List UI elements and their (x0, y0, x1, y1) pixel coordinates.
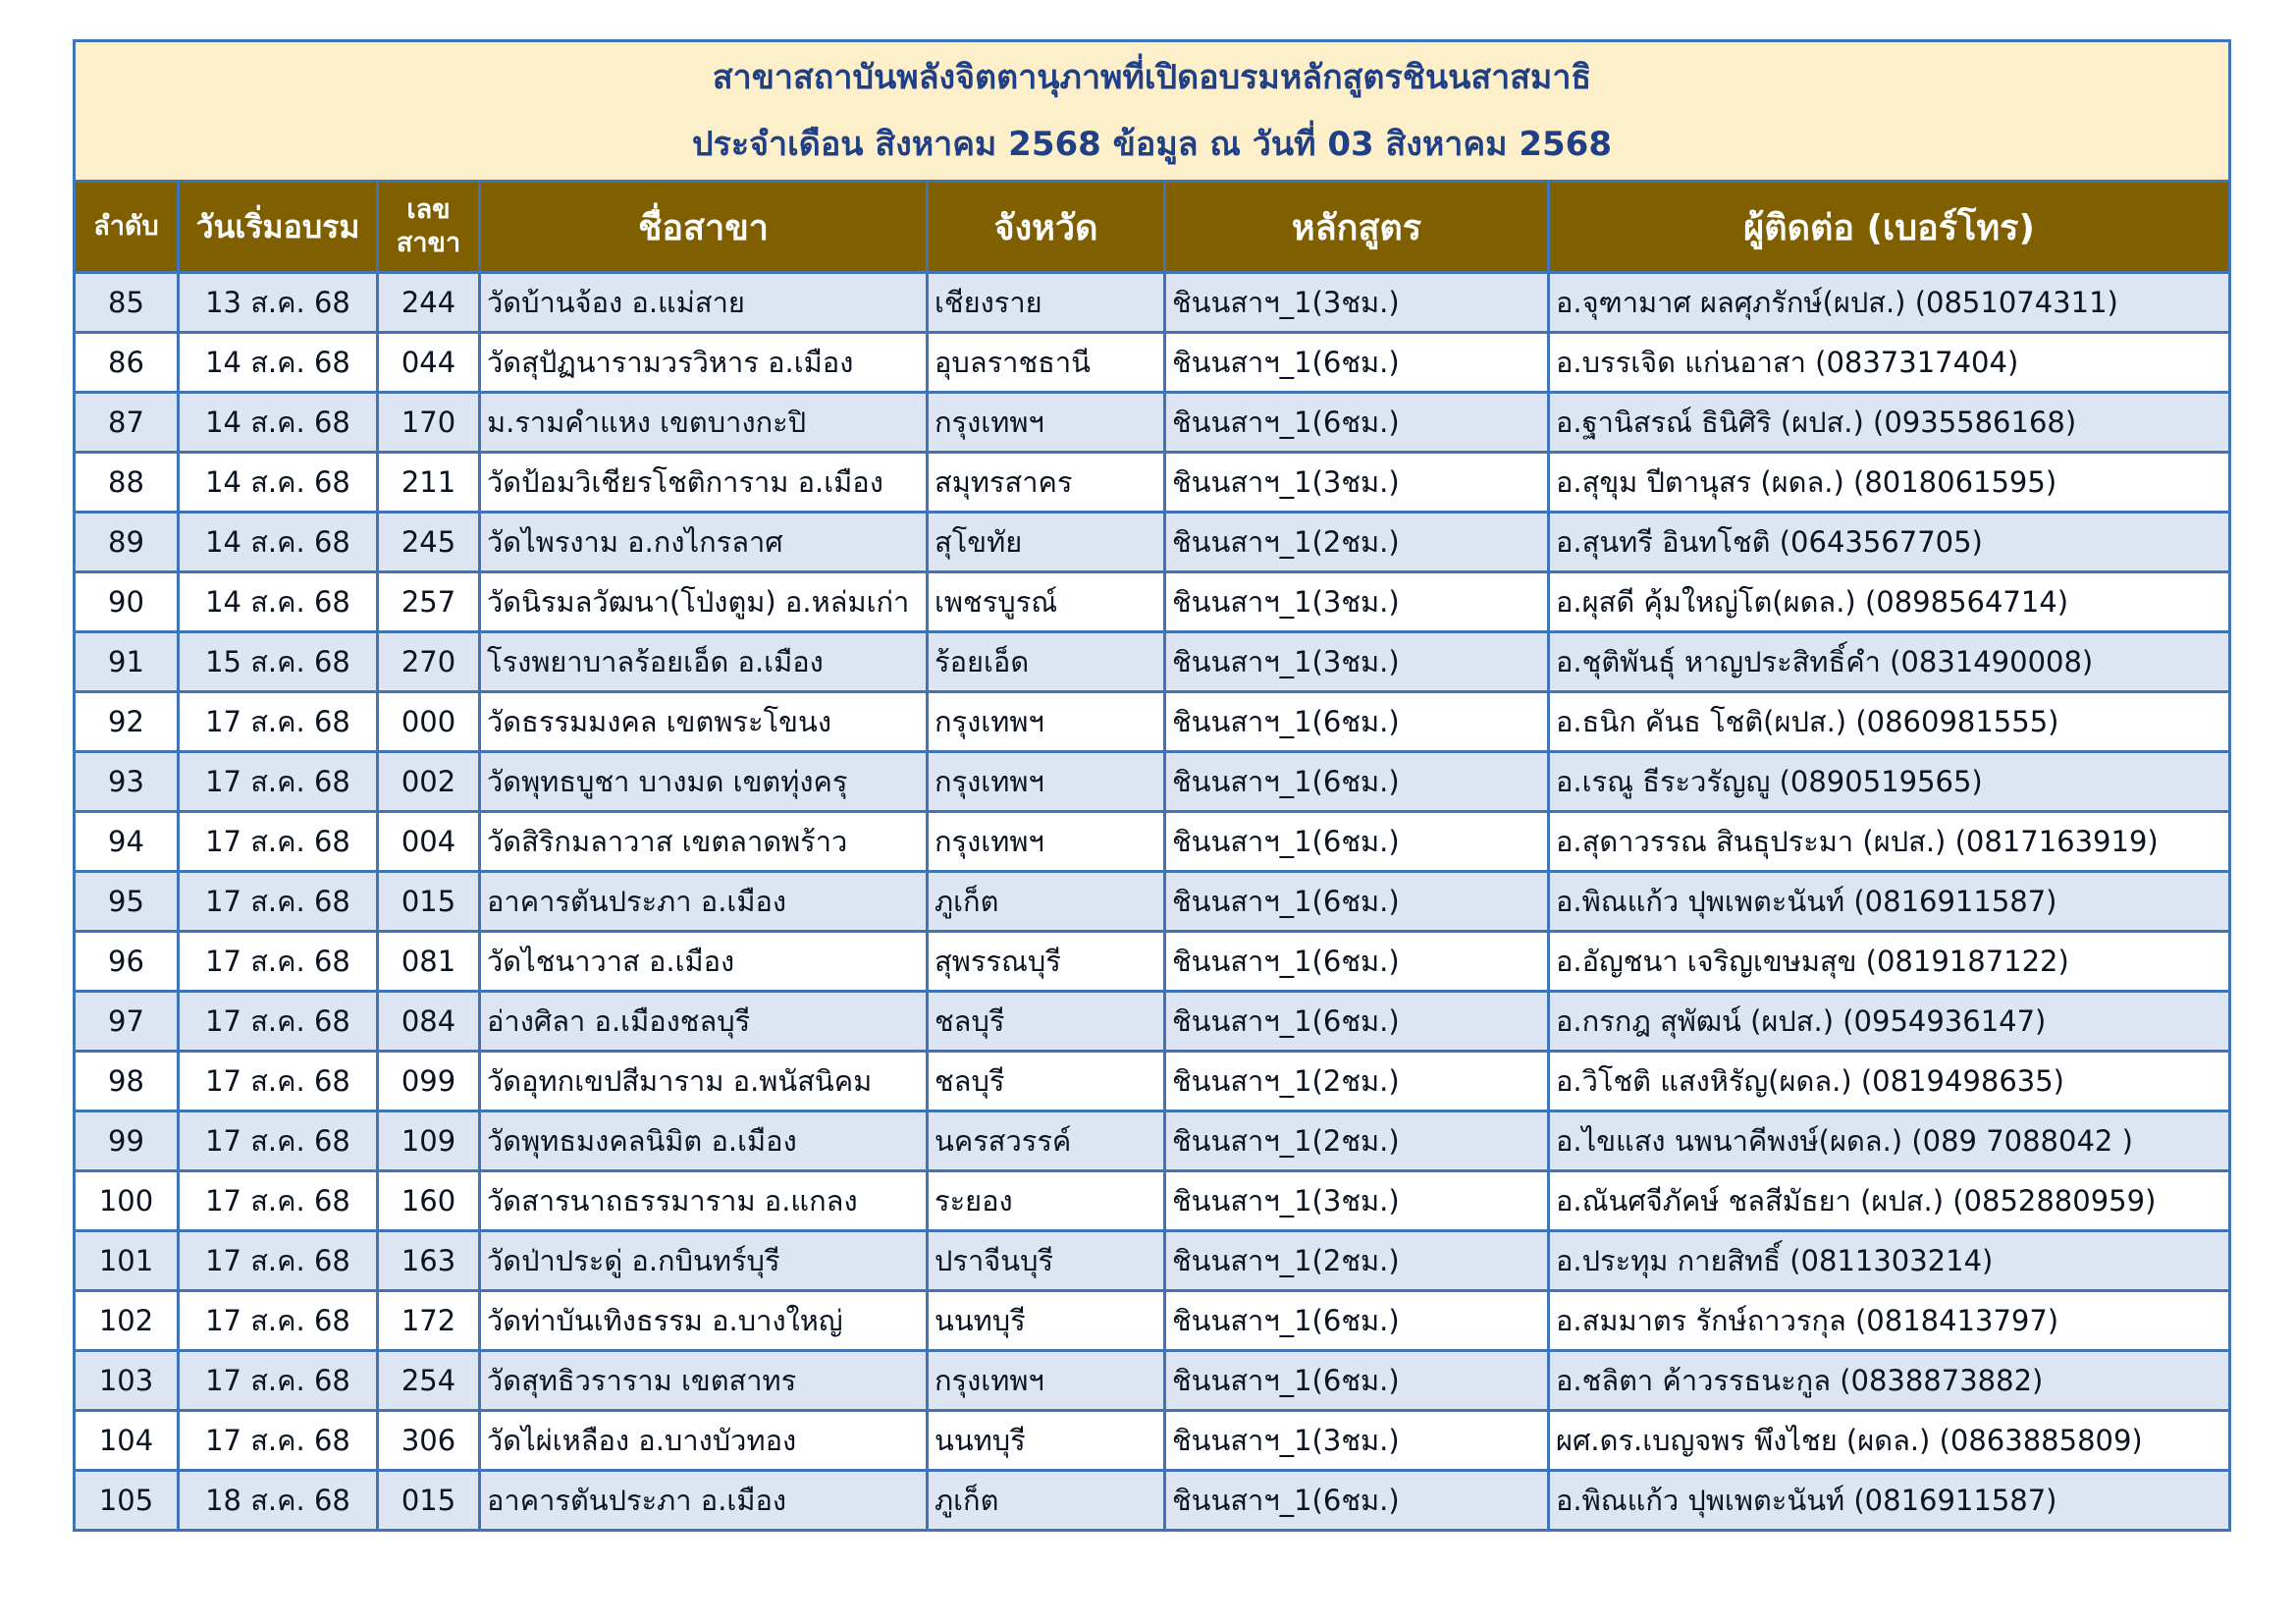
cell-date: 14 ส.ค. 68 (179, 572, 378, 632)
cell-branch-no: 081 (378, 932, 480, 992)
cell-date: 17 ส.ค. 68 (179, 752, 378, 812)
cell-branch-no: 000 (378, 692, 480, 752)
cell-branch-no: 015 (378, 872, 480, 932)
cell-branch-name: วัดไชนาวาส อ.เมือง (480, 932, 928, 992)
cell-date: 17 ส.ค. 68 (179, 1111, 378, 1171)
table-row (75, 393, 2230, 453)
cell-province: กรุงเทพฯ (928, 1351, 1165, 1411)
cell-province: สุพรรณบุรี (928, 932, 1165, 992)
cell-province: นครสวรรค์ (928, 1111, 1165, 1171)
cell-course: ชินนสาฯ_1(6ชม.) (1165, 872, 1549, 932)
cell-no: 92 (75, 692, 179, 752)
cell-no: 101 (75, 1231, 179, 1291)
cell-province: นนทบุรี (928, 1291, 1165, 1351)
cell-branch-name: วัดนิรมลวัฒนา(โป่งตูม) อ.หล่มเก่า (480, 572, 928, 632)
cell-contact: อ.ประทุม กายสิทธิ์ (0811303214) (1549, 1231, 2230, 1291)
cell-course: ชินนสาฯ_1(2ชม.) (1165, 1111, 1549, 1171)
cell-contact: อ.ไขแสง นพนาคีพงษ์(ผดล.) (089 7088042 ) (1549, 1111, 2230, 1171)
cell-course: ชินนสาฯ_1(6ชม.) (1165, 752, 1549, 812)
cell-branch-name: วัดธรรมมงคล เขตพระโขนง (480, 692, 928, 752)
cell-province: ภูเก็ต (928, 872, 1165, 932)
cell-contact: อ.เรณู ธีระวรัญญู (0890519565) (1549, 752, 2230, 812)
cell-contact: อ.ชุติพันธุ์ หาญประสิทธิ์คำ (0831490008) (1549, 632, 2230, 692)
cell-province: ชลบุรี (928, 992, 1165, 1052)
cell-date: 14 ส.ค. 68 (179, 333, 378, 393)
cell-no: 93 (75, 752, 179, 812)
cell-contact: อ.วิโชติ แสงหิรัญ(ผดล.) (0819498635) (1549, 1052, 2230, 1111)
cell-province: นนทบุรี (928, 1411, 1165, 1471)
cell-date: 18 ส.ค. 68 (179, 1471, 378, 1531)
cell-no: 99 (75, 1111, 179, 1171)
cell-course: ชินนสาฯ_1(6ชม.) (1165, 333, 1549, 393)
table-row (75, 273, 2230, 333)
cell-course: ชินนสาฯ_1(2ชม.) (1165, 1231, 1549, 1291)
table-row (75, 812, 2230, 872)
cell-date: 14 ส.ค. 68 (179, 513, 378, 572)
cell-date: 17 ส.ค. 68 (179, 1411, 378, 1471)
cell-contact: อ.จุฑามาศ ผลศุภรักษ์(ผปส.) (0851074311) (1549, 273, 2230, 333)
cell-branch-no: 245 (378, 513, 480, 572)
cell-date: 17 ส.ค. 68 (179, 872, 378, 932)
cell-province: ระยอง (928, 1171, 1165, 1231)
cell-date: 14 ส.ค. 68 (179, 453, 378, 513)
cell-branch-name: อาคารตันประภา อ.เมือง (480, 872, 928, 932)
col-header-date: วันเริ่มอบรม (179, 182, 378, 273)
cell-no: 89 (75, 513, 179, 572)
table-row (75, 932, 2230, 992)
cell-branch-no: 270 (378, 632, 480, 692)
cell-contact: อ.สมมาตร รักษ์ถาวรกุล (0818413797) (1549, 1291, 2230, 1351)
cell-branch-no: 004 (378, 812, 480, 872)
cell-branch-no: 109 (378, 1111, 480, 1171)
cell-branch-name: วัดป่าประดู่ อ.กบินทร์บุรี (480, 1231, 928, 1291)
cell-branch-no: 163 (378, 1231, 480, 1291)
cell-course: ชินนสาฯ_1(3ชม.) (1165, 273, 1549, 333)
cell-contact: อ.กรกฎ สุพัฒน์ (ผปส.) (0954936147) (1549, 992, 2230, 1052)
cell-date: 17 ส.ค. 68 (179, 1231, 378, 1291)
cell-course: ชินนสาฯ_1(6ชม.) (1165, 1351, 1549, 1411)
cell-course: ชินนสาฯ_1(6ชม.) (1165, 992, 1549, 1052)
table-row (75, 872, 2230, 932)
cell-no: 91 (75, 632, 179, 692)
header-row (75, 182, 2230, 273)
table-row (75, 1171, 2230, 1231)
table-row (75, 1111, 2230, 1171)
cell-branch-no: 244 (378, 273, 480, 333)
cell-date: 17 ส.ค. 68 (179, 692, 378, 752)
cell-branch-name: ม.รามคำแหง เขตบางกะปิ (480, 393, 928, 453)
cell-contact: อ.สุนทรี อินทโชติ (0643567705) (1549, 513, 2230, 572)
cell-course: ชินนสาฯ_1(6ชม.) (1165, 932, 1549, 992)
cell-no: 95 (75, 872, 179, 932)
cell-branch-name: วัดอุทกเขปสีมาราม อ.พนัสนิคม (480, 1052, 928, 1111)
cell-province: กรุงเทพฯ (928, 752, 1165, 812)
table-row (75, 572, 2230, 632)
col-header-branch: ชื่อสาขา (480, 182, 928, 273)
cell-province: สมุทรสาคร (928, 453, 1165, 513)
cell-branch-name: อ่างศิลา อ.เมืองชลบุรี (480, 992, 928, 1052)
table-row (75, 752, 2230, 812)
cell-province: กรุงเทพฯ (928, 812, 1165, 872)
cell-no: 100 (75, 1171, 179, 1231)
cell-date: 15 ส.ค. 68 (179, 632, 378, 692)
title-line-1: สาขาสถาบันพลังจิตตานุภาพที่เปิดอบรมหลักสูตรชินนสาสมาธิ (712, 58, 1592, 97)
cell-no: 90 (75, 572, 179, 632)
cell-province: เชียงราย (928, 273, 1165, 333)
cell-branch-name: วัดสารนาถธรรมาราม อ.แกลง (480, 1171, 928, 1231)
cell-date: 17 ส.ค. 68 (179, 1351, 378, 1411)
cell-date: 17 ส.ค. 68 (179, 1171, 378, 1231)
table-row (75, 333, 2230, 393)
cell-no: 88 (75, 453, 179, 513)
cell-course: ชินนสาฯ_1(6ชม.) (1165, 812, 1549, 872)
table-row (75, 692, 2230, 752)
table-row (75, 1471, 2230, 1531)
table-row (75, 1411, 2230, 1471)
cell-province: สุโขทัย (928, 513, 1165, 572)
cell-branch-no: 257 (378, 572, 480, 632)
cell-contact: อ.สุดาวรรณ สินธุประมา (ผปส.) (0817163919) (1549, 812, 2230, 872)
cell-province: เพชรบูรณ์ (928, 572, 1165, 632)
cell-course: ชินนสาฯ_1(3ชม.) (1165, 453, 1549, 513)
cell-province: อุบลราชธานี (928, 333, 1165, 393)
cell-branch-no: 306 (378, 1411, 480, 1471)
cell-branch-no: 084 (378, 992, 480, 1052)
cell-branch-name: วัดไผ่เหลือง อ.บางบัวทอง (480, 1411, 928, 1471)
training-schedule-sheet (73, 39, 2228, 1532)
cell-branch-name: วัดสุปัฏนารามวรวิหาร อ.เมือง (480, 333, 928, 393)
cell-province: ปราจีนบุรี (928, 1231, 1165, 1291)
cell-contact: อ.สุขุม ปีตานุสร (ผดล.) (8018061595) (1549, 453, 2230, 513)
cell-branch-name: วัดป้อมวิเชียรโชติการาม อ.เมือง (480, 453, 928, 513)
cell-date: 17 ส.ค. 68 (179, 932, 378, 992)
cell-no: 94 (75, 812, 179, 872)
cell-no: 87 (75, 393, 179, 453)
table-row (75, 1231, 2230, 1291)
cell-branch-name: วัดบ้านจ้อง อ.แม่สาย (480, 273, 928, 333)
cell-date: 14 ส.ค. 68 (179, 393, 378, 453)
col-header-course: หลักสูตร (1165, 182, 1549, 273)
table-row (75, 1291, 2230, 1351)
cell-no: 85 (75, 273, 179, 333)
cell-contact: อ.พิณแก้ว ปุพเพตะนันท์ (0816911587) (1549, 1471, 2230, 1531)
cell-branch-no: 015 (378, 1471, 480, 1531)
cell-course: ชินนสาฯ_1(3ชม.) (1165, 1411, 1549, 1471)
cell-no: 97 (75, 992, 179, 1052)
cell-date: 17 ส.ค. 68 (179, 1052, 378, 1111)
cell-branch-no: 211 (378, 453, 480, 513)
cell-course: ชินนสาฯ_1(6ชม.) (1165, 1291, 1549, 1351)
table-title (75, 41, 2230, 182)
cell-no: 103 (75, 1351, 179, 1411)
cell-course: ชินนสาฯ_1(2ชม.) (1165, 1052, 1549, 1111)
cell-course: ชินนสาฯ_1(6ชม.) (1165, 393, 1549, 453)
cell-contact: อ.อัญชนา เจริญเขษมสุข (0819187122) (1549, 932, 2230, 992)
cell-contact: อ.ธนิก คันธ โชติ(ผปส.) (0860981555) (1549, 692, 2230, 752)
cell-province: กรุงเทพฯ (928, 692, 1165, 752)
col-header-province: จังหวัด (928, 182, 1165, 273)
cell-contact: อ.ณันศจีภัคษ์ ชลสีมัธยา (ผปส.) (0852880959) (1549, 1171, 2230, 1231)
cell-branch-no: 160 (378, 1171, 480, 1231)
cell-branch-name: วัดพุทธบูชา บางมด เขตทุ่งครุ (480, 752, 928, 812)
cell-branch-no: 002 (378, 752, 480, 812)
cell-contact: อ.พิณแก้ว ปุพเพตะนันท์ (0816911587) (1549, 872, 2230, 932)
table-row (75, 513, 2230, 572)
cell-contact: ผศ.ดร.เบญจพร พึงไชย (ผดล.) (0863885809) (1549, 1411, 2230, 1471)
cell-no: 98 (75, 1052, 179, 1111)
cell-province: ร้อยเอ็ด (928, 632, 1165, 692)
col-header-branch-no-line2: สาขา (396, 228, 461, 258)
cell-no: 86 (75, 333, 179, 393)
cell-no: 104 (75, 1411, 179, 1471)
cell-branch-name: วัดพุทธมงคลนิมิต อ.เมือง (480, 1111, 928, 1171)
cell-branch-no: 172 (378, 1291, 480, 1351)
cell-branch-name: วัดสุทธิวราราม เขตสาทร (480, 1351, 928, 1411)
cell-date: 17 ส.ค. 68 (179, 1291, 378, 1351)
cell-province: ภูเก็ต (928, 1471, 1165, 1531)
schedule-table (73, 39, 2231, 1532)
cell-no: 96 (75, 932, 179, 992)
col-header-branch-no (378, 182, 480, 273)
table-row (75, 632, 2230, 692)
cell-branch-name: วัดไพรงาม อ.กงไกรลาศ (480, 513, 928, 572)
cell-contact: อ.ฐานิสรณ์ ธินิศิริ (ผปส.) (0935586168) (1549, 393, 2230, 453)
cell-no: 105 (75, 1471, 179, 1531)
cell-branch-name: อาคารตันประภา อ.เมือง (480, 1471, 928, 1531)
title-line-2: ประจำเดือน สิงหาคม 2568 ข้อมูล ณ วันที่ 03 สิงหาคม 2568 (692, 125, 1612, 164)
cell-branch-no: 170 (378, 393, 480, 453)
table-row (75, 453, 2230, 513)
table-row (75, 1052, 2230, 1111)
cell-date: 17 ส.ค. 68 (179, 992, 378, 1052)
cell-branch-no: 099 (378, 1052, 480, 1111)
cell-course: ชินนสาฯ_1(3ชม.) (1165, 572, 1549, 632)
cell-date: 17 ส.ค. 68 (179, 812, 378, 872)
cell-course: ชินนสาฯ_1(6ชม.) (1165, 692, 1549, 752)
table-row (75, 992, 2230, 1052)
cell-province: ชลบุรี (928, 1052, 1165, 1111)
cell-branch-name: วัดสิริกมลาวาส เขตลาดพร้าว (480, 812, 928, 872)
cell-course: ชินนสาฯ_1(3ชม.) (1165, 1171, 1549, 1231)
cell-course: ชินนสาฯ_1(2ชม.) (1165, 513, 1549, 572)
cell-contact: อ.บรรเจิด แก่นอาสา (0837317404) (1549, 333, 2230, 393)
col-header-contact: ผู้ติดต่อ (เบอร์โทร) (1549, 182, 2230, 273)
cell-branch-no: 254 (378, 1351, 480, 1411)
cell-date: 13 ส.ค. 68 (179, 273, 378, 333)
cell-no: 102 (75, 1291, 179, 1351)
cell-course: ชินนสาฯ_1(3ชม.) (1165, 632, 1549, 692)
col-header-no: ลำดับ (75, 182, 179, 273)
cell-branch-name: โรงพยาบาลร้อยเอ็ด อ.เมือง (480, 632, 928, 692)
table-body (75, 273, 2230, 1531)
table-row (75, 1351, 2230, 1411)
cell-branch-name: วัดท่าบันเทิงธรรม อ.บางใหญ่ (480, 1291, 928, 1351)
cell-course: ชินนสาฯ_1(6ชม.) (1165, 1471, 1549, 1531)
cell-contact: อ.ผุสดี คุ้มใหญ่โต(ผดล.) (0898564714) (1549, 572, 2230, 632)
cell-branch-no: 044 (378, 333, 480, 393)
cell-contact: อ.ชลิตา ค้าวรรธนะกูล (0838873882) (1549, 1351, 2230, 1411)
col-header-branch-no-line1: เลข (406, 194, 451, 225)
cell-province: กรุงเทพฯ (928, 393, 1165, 453)
